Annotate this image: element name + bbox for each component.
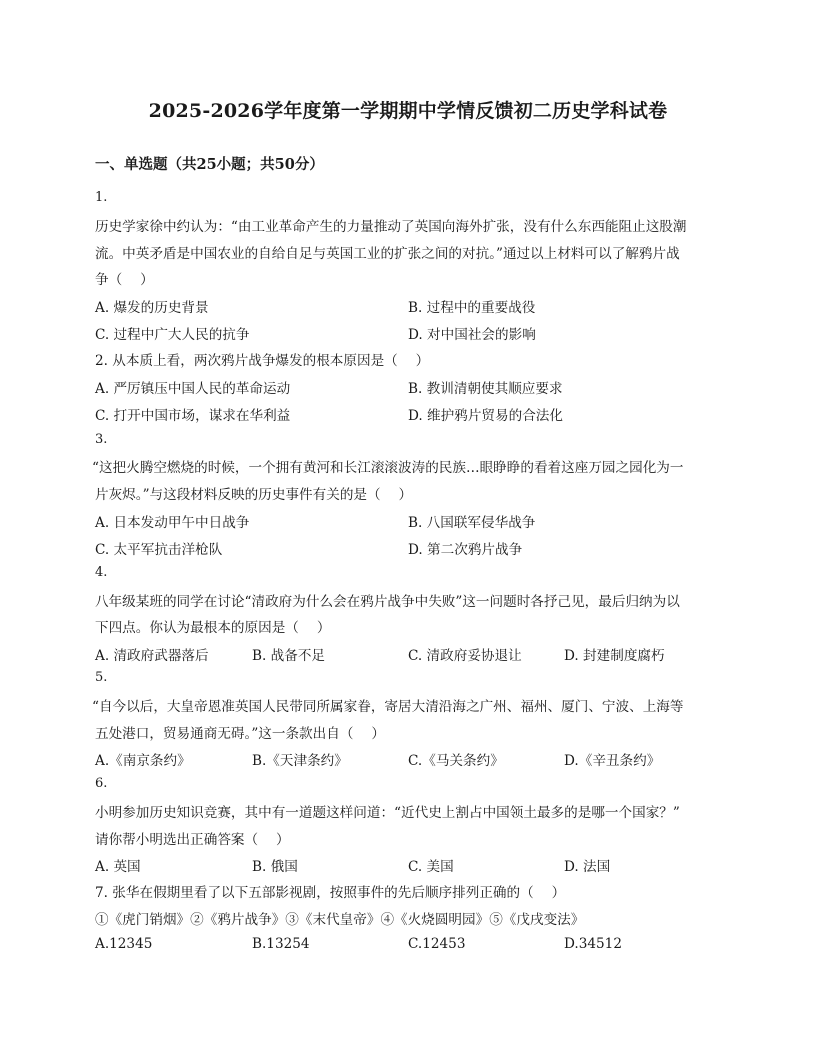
question-text: 历史学家徐中约认为：“由工业革命产生的力量推动了英国向海外扩张，没有什么东西能阻止这股潮 bbox=[95, 219, 687, 235]
option-c: C. 美国 bbox=[408, 859, 454, 875]
question-text: “自今以后，大皇帝恩准英国人民带同所属家眷，寄居大清沿海之广州、福州、厦门、宁波、上海等 bbox=[92, 699, 684, 715]
option-c: C.《马关条约》 bbox=[408, 753, 504, 769]
option-c: C. 太平军抗击洋枪队 bbox=[95, 542, 223, 558]
option-d: D. 法国 bbox=[564, 859, 611, 875]
question-text: ①《虎门销烟》②《鸦片战争》③《末代皇帝》④《火烧圆明园》⑤《戊戌变法》 bbox=[95, 912, 585, 928]
option-a: A. 清政府武器落后 bbox=[95, 648, 209, 664]
question-text: 请你帮小明选出正确答案（ ） bbox=[95, 832, 290, 848]
option-d: D. 对中国社会的影响 bbox=[408, 327, 536, 343]
option-b: B. 俄国 bbox=[252, 859, 298, 875]
option-d: D.《辛丑条约》 bbox=[564, 753, 661, 769]
question-text: 流。中英矛盾是中国农业的自给自足与英国工业的扩张之间的对抗。”通过以上材料可以了解鸦片战 bbox=[95, 246, 680, 262]
question-text: “这把火腾空燃烧的时候，一个拥有黄河和长江滚滚波涛的民族…眼睁睁的看着这座万园之园化为一 bbox=[92, 460, 684, 476]
option-b: B. 八国联军侵华战争 bbox=[408, 515, 536, 531]
option-b: B.13254 bbox=[252, 936, 310, 952]
option-a: A. 严厉镇压中国人民的革命运动 bbox=[95, 381, 291, 397]
option-a: A.12345 bbox=[95, 936, 153, 952]
option-c: C.12453 bbox=[408, 936, 466, 952]
question-text: 7. 张华在假期里看了以下五部影视剧，按照事件的先后顺序排列正确的（ ） bbox=[95, 885, 566, 901]
question-number: 5. bbox=[95, 670, 108, 685]
option-b: B. 教训清朝使其顺应要求 bbox=[408, 381, 563, 397]
option-d: D. 封建制度腐朽 bbox=[564, 648, 665, 664]
option-d: D. 维护鸦片贸易的合法化 bbox=[408, 408, 563, 424]
option-a: A. 爆发的历史背景 bbox=[95, 300, 209, 316]
question-text: 小明参加历史知识竞赛，其中有一道题这样问道：“近代史上割占中国领土最多的是哪一个国家？” bbox=[95, 805, 680, 821]
section-heading: 一、单选题（共25小题；共50分） bbox=[95, 156, 324, 173]
question-number: 3. bbox=[95, 432, 108, 447]
option-c: C. 过程中广大人民的抗争 bbox=[95, 327, 250, 343]
option-a: A. 英国 bbox=[95, 859, 141, 875]
question-text: 八年级某班的同学在讨论“清政府为什么会在鸦片战争中失败”这一问题时各抒己见，最后归纳为以 bbox=[95, 594, 680, 610]
option-a: A.《南京条约》 bbox=[95, 753, 191, 769]
question-text: 片灰烬。”与这段材料反映的历史事件有关的是（ ） bbox=[95, 487, 413, 503]
page-title: 2025-2026学年度第一学期期中学情反馈初二历史学科试卷 bbox=[148, 100, 668, 122]
question-text: 下四点。你认为最根本的原因是（ ） bbox=[95, 620, 331, 636]
option-d: D. 第二次鸦片战争 bbox=[408, 542, 523, 558]
option-c: C. 打开中国市场，谋求在华利益 bbox=[95, 408, 291, 424]
option-c: C. 清政府妥协退让 bbox=[408, 648, 522, 664]
question-number: 6. bbox=[95, 776, 108, 791]
question-number: 1. bbox=[95, 190, 108, 205]
option-b: B. 战备不足 bbox=[252, 648, 326, 664]
question-text: 2. 从本质上看，两次鸦片战争爆发的根本原因是（ ） bbox=[95, 353, 430, 369]
question-number: 4. bbox=[95, 565, 108, 580]
option-b: B. 过程中的重要战役 bbox=[408, 300, 536, 316]
question-text: 五处港口，贸易通商无碍。”这一条款出自（ ） bbox=[95, 726, 385, 742]
option-d: D.34512 bbox=[564, 936, 622, 952]
option-a: A. 日本发动甲午中日战争 bbox=[95, 515, 250, 531]
option-b: B.《天津条约》 bbox=[252, 753, 348, 769]
question-text: 争（ ） bbox=[95, 272, 154, 288]
